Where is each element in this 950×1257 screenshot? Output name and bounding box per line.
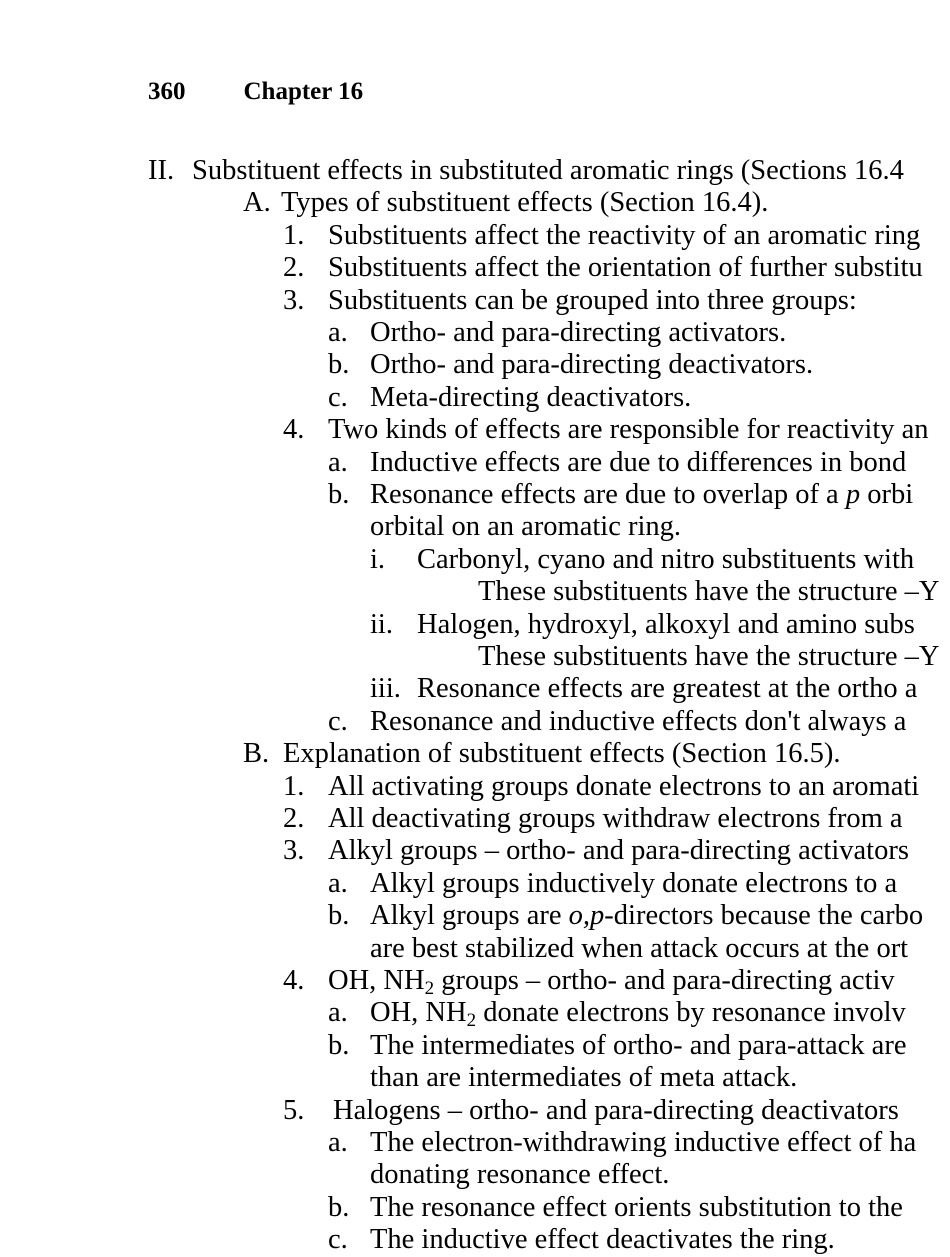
outline-line	[328, 381, 691, 415]
text-segment: Resonance effects are due to overlap of a	[370, 479, 846, 510]
outline-text: Resonance effects are greatest at the ortho a	[417, 673, 918, 705]
outline-marker: a.	[328, 317, 348, 348]
italic-term: o,p	[568, 900, 605, 932]
outline-text: The electron-withdrawing inductive effect of ha	[370, 1127, 917, 1158]
outline-line	[478, 640, 939, 674]
outline-marker: B.	[243, 738, 270, 770]
text-segment: donate electrons by resonance involv	[476, 997, 906, 1029]
outline-marker: II.	[148, 155, 175, 186]
outline-text	[328, 965, 895, 999]
outline-text: Types of substituent effects (Section 16.4).	[281, 187, 769, 219]
outline-marker: 2.	[283, 252, 305, 284]
outline-line	[328, 1126, 916, 1160]
outline-line	[283, 834, 909, 868]
outline-text: Meta-directing deactivators.	[370, 381, 692, 413]
outline-marker: b.	[328, 1191, 350, 1223]
outline-marker: a.	[328, 1127, 348, 1158]
outline-line	[283, 413, 929, 447]
outline-marker: 5.	[283, 1094, 305, 1126]
outline-line	[283, 1094, 899, 1128]
outline-line	[328, 446, 906, 480]
outline-line	[283, 219, 920, 253]
outline-marker: c.	[328, 705, 348, 737]
outline-marker: b.	[328, 479, 350, 510]
text-segment: OH, NH	[370, 997, 467, 1029]
outline-marker: i.	[370, 543, 386, 575]
outline-text: than are intermediates of meta attack.	[370, 1062, 798, 1094]
outline-text: The intermediates of ortho- and para-attack are	[370, 1029, 907, 1061]
outline-marker: ii.	[370, 608, 393, 640]
outline-marker: 1.	[283, 770, 305, 802]
outline-text: Inductive effects are due to differences in bond	[370, 446, 907, 478]
outline-line	[370, 543, 914, 577]
outline-text: These substituents have the structure –Y	[478, 576, 940, 608]
outline-line	[328, 996, 906, 1030]
outline-marker: 1.	[283, 219, 305, 251]
outline-marker: b.	[328, 349, 350, 381]
outline-text: Substituent effects in substituted aromatic rings (Sections 16.4	[192, 155, 904, 186]
outline-text: Halogens – ortho- and para-directing deactivators	[333, 1094, 899, 1126]
outline-line	[283, 802, 903, 836]
outline-text: Explanation of substituent effects (Section 16.5).	[283, 738, 841, 770]
subscript: 2	[424, 978, 435, 999]
outline-line	[328, 316, 786, 350]
text-segment: groups – ortho- and para-directing activ	[434, 965, 895, 996]
outline-line	[148, 154, 904, 188]
outline-text: Alkyl groups – ortho- and para-directing activators	[328, 835, 909, 867]
text-segment: Alkyl groups are	[370, 900, 569, 932]
outline-line	[370, 932, 908, 966]
outline-line	[283, 284, 857, 318]
outline-text: Substituents affect the orientation of further substitu	[328, 252, 923, 284]
outline-line	[328, 1191, 903, 1225]
outline-text: Alkyl groups inductively donate electrons to a	[370, 867, 898, 899]
page-header	[148, 78, 363, 106]
outline-line	[243, 737, 840, 771]
outline-marker: b.	[328, 900, 350, 932]
outline-line	[328, 867, 897, 901]
outline-marker: a.	[328, 997, 348, 1029]
outline-text: Ortho- and para-directing deactivators.	[370, 349, 814, 381]
outline-marker: 4.	[283, 414, 305, 446]
outline-text: Substituents can be grouped into three groups:	[328, 284, 857, 316]
outline-text	[370, 997, 906, 1032]
outline-line	[328, 1223, 835, 1257]
outline-line	[328, 705, 906, 739]
outline-line	[370, 1158, 669, 1192]
outline-marker: 3.	[283, 284, 305, 316]
page-number: 360	[148, 78, 186, 105]
outline-marker: iii.	[370, 673, 401, 705]
outline-line	[328, 1029, 906, 1063]
outline-text: Substituents affect the reactivity of an aromatic ring	[328, 219, 921, 251]
chapter-title: Chapter 16	[243, 78, 364, 105]
outline-text: Resonance and inductive effects don't always a	[370, 705, 907, 737]
outline-marker: b.	[328, 1029, 350, 1061]
outline-line	[328, 899, 923, 933]
outline-text: Halogen, hydroxyl, alkoxyl and amino subs	[417, 608, 915, 640]
outline-text	[370, 479, 913, 510]
outline-text: Carbonyl, cyano and nitro substituents with	[417, 543, 915, 575]
outline-line	[283, 964, 895, 998]
outline-text: orbital on an aromatic ring.	[370, 511, 682, 543]
outline-line	[283, 251, 923, 285]
outline-text: These substituents have the structure –Y	[478, 641, 940, 672]
outline-line	[370, 608, 915, 642]
outline-marker: A.	[243, 187, 271, 219]
outline-text	[370, 900, 923, 931]
text-segment: -directors because the carbo	[604, 900, 924, 932]
outline-text: are best stabilized when attack occurs at the ort	[370, 932, 909, 964]
outline-marker: 3.	[283, 835, 305, 867]
outline-marker: a.	[328, 867, 348, 899]
outline-line	[370, 672, 917, 706]
text-segment: orbi	[860, 479, 914, 510]
outline-line	[243, 186, 768, 220]
outline-text: Two kinds of effects are responsible for reactivity an	[328, 414, 929, 446]
outline-text: The inductive effect deactivates the ring.	[370, 1224, 835, 1256]
italic-term: p	[845, 479, 861, 510]
outline-text: The resonance effect orients substitution to the	[370, 1191, 903, 1223]
outline-marker: c.	[328, 1224, 348, 1256]
outline-line	[328, 478, 913, 512]
outline-marker: 4.	[283, 965, 305, 996]
subscript: 2	[466, 1010, 477, 1032]
outline-marker: a.	[328, 446, 348, 478]
outline-marker: 2.	[283, 803, 305, 834]
outline-marker: c.	[328, 381, 348, 413]
outline-line	[370, 510, 681, 544]
outline-line	[370, 1061, 797, 1095]
outline-line	[283, 770, 919, 804]
outline-text: donating resonance effect.	[370, 1159, 670, 1191]
outline-line	[478, 575, 939, 609]
outline-text: Ortho- and para-directing activators.	[370, 317, 787, 348]
outline-text: All activating groups donate electrons to an aromati	[328, 770, 920, 802]
outline-text: All deactivating groups withdraw electrons from a	[328, 803, 903, 834]
outline-line	[328, 348, 813, 382]
text-segment: OH, NH	[328, 965, 425, 996]
